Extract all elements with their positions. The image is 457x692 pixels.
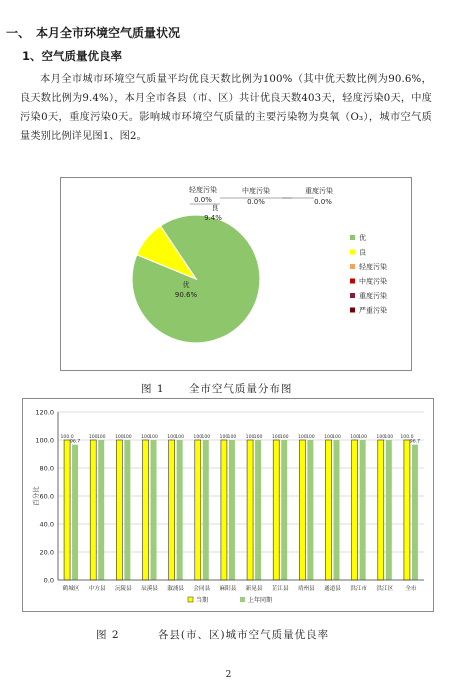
bar-legend-swatch-1 xyxy=(240,597,245,602)
bar-value-label-0-6: 100 xyxy=(219,435,229,440)
bar-value-label-1-5: 100 xyxy=(201,435,211,440)
pie-legend-swatch-3 xyxy=(350,279,355,284)
bar-1-9 xyxy=(307,440,313,580)
bar-1-6 xyxy=(229,440,235,580)
bar-value-label-1-10: 100 xyxy=(332,435,341,440)
bar-0-8 xyxy=(273,440,279,580)
bar-xtick-0: 鹤城区 xyxy=(62,586,80,592)
bar-value-label-1-4: 100 xyxy=(175,435,185,440)
body-paragraph: 本月全市城市环境空气质量平均优良天数比例为100%（其中优天数比例为90.6%，良天数比例为9.4%），本月全市各县（市、区）共计优良天数403天，轻度污染0天，中度污染0天，重度污染0天。影响城市环境空气质量的主要污染物为臭氧（O₃），城市空气质量类别比例详见图1、图2。 xyxy=(20,74,432,142)
bar-1-5 xyxy=(203,440,209,580)
bar-chart xyxy=(22,398,434,612)
bar-xtick-1: 中方县 xyxy=(88,586,106,592)
bar-0-13 xyxy=(404,440,410,580)
bar-value-label-1-11: 100 xyxy=(358,435,368,440)
pie-legend-swatch-4 xyxy=(350,293,355,298)
bar-xtick-5: 会同县 xyxy=(193,586,211,592)
bar-ytick-2: 40.0 xyxy=(39,520,54,529)
bar-1-10 xyxy=(334,440,340,580)
bar-0-4 xyxy=(169,440,175,580)
bar-xtick-12: 洪江区 xyxy=(376,586,394,592)
pie-legend-label-1: 良 xyxy=(359,248,366,257)
bar-value-label-1-0: 96.7 xyxy=(69,439,81,445)
bar-0-11 xyxy=(352,440,358,580)
bar-ylabel: 百分比 xyxy=(32,486,40,506)
bar-chart-frame xyxy=(23,399,434,612)
pie-label-moderate: 中度污染 xyxy=(242,187,270,195)
pie-value-you: 90.6% xyxy=(174,291,198,299)
pie-legend-label-0: 优 xyxy=(359,234,366,242)
bar-ytick-6: 120.0 xyxy=(35,408,54,417)
bar-ytick-1: 20.0 xyxy=(39,548,54,557)
figure2-caption-text: 各县(市、区)城市空气质量优良率 xyxy=(157,629,330,641)
bar-value-label-0-13: 100.0 xyxy=(400,435,414,440)
pie-slices xyxy=(132,215,260,343)
bar-value-label-1-6: 100 xyxy=(227,435,237,440)
bar-1-2 xyxy=(124,440,130,580)
bar-value-label-0-7: 100 xyxy=(245,435,255,440)
bar-xtick-3: 辰溪县 xyxy=(141,586,158,592)
bar-xtick-10: 通道县 xyxy=(324,586,341,592)
pie-label-mild: 轻度污染 xyxy=(189,186,217,194)
bar-xtick-8: 芷江县 xyxy=(271,586,289,592)
bar-value-label-1-8: 100 xyxy=(279,435,289,440)
bar-value-label-0-10: 100 xyxy=(324,435,333,440)
bar-legend-label-1: 上年同期 xyxy=(248,597,273,604)
bar-value-label-1-13: 96.7 xyxy=(409,439,421,445)
bar-value-label-1-2: 100 xyxy=(122,435,132,440)
pie-legend-swatch-5 xyxy=(350,308,355,313)
bar-ytick-0: 0.0 xyxy=(43,576,54,585)
bar-xtick-4: 溆浦县 xyxy=(167,586,185,592)
pie-label-you: 优 xyxy=(182,281,190,289)
bar-1-0 xyxy=(72,445,78,580)
bar-1-4 xyxy=(177,440,183,580)
bar-0-7 xyxy=(247,440,253,580)
bar-0-1 xyxy=(90,440,96,580)
section-number: 一、 xyxy=(6,26,31,40)
section-title: 本月全市环境空气质量状况 xyxy=(36,26,181,40)
bar-value-label-0-3: 100 xyxy=(141,435,150,440)
bar-0-3 xyxy=(143,440,149,580)
pie-value-liang: 9.4% xyxy=(204,214,222,222)
bar-1-1 xyxy=(98,440,104,580)
figure1-caption xyxy=(141,381,292,396)
pie-legend-swatch-0 xyxy=(350,235,355,240)
pie-chart xyxy=(60,177,412,371)
pie-value-mild: 0.0% xyxy=(194,196,212,204)
bar-value-label-1-1: 100 xyxy=(96,435,106,440)
bar-0-5 xyxy=(195,440,201,580)
pie-label-liang: 良 xyxy=(211,204,219,212)
bar-1-3 xyxy=(151,440,157,580)
bar-xtick-7: 新晃县 xyxy=(245,586,263,592)
bar-value-label-1-3: 100 xyxy=(149,435,158,440)
bar-1-8 xyxy=(281,440,287,580)
bar-value-label-0-2: 100 xyxy=(114,435,124,440)
pie-value-heavy: 0.0% xyxy=(314,198,332,206)
bar-xtick-9: 靖州县 xyxy=(297,586,315,592)
pie-legend-label-4: 重度污染 xyxy=(359,292,387,300)
bar-legend-label-0: 当期 xyxy=(196,597,209,604)
bar-0-12 xyxy=(378,440,384,580)
bar-1-12 xyxy=(386,440,392,580)
bar-value-label-1-12: 100 xyxy=(384,435,394,440)
pie-value-moderate: 0.0% xyxy=(247,198,265,206)
pie-legend-label-2: 轻度污染 xyxy=(359,263,387,271)
bar-0-6 xyxy=(221,440,227,580)
bar-value-label-0-0: 100.0 xyxy=(60,435,74,440)
bar-value-label-0-5: 100 xyxy=(193,435,203,440)
bar-xtick-2: 沅陵县 xyxy=(114,586,132,592)
figure2-caption-number: 图 2 xyxy=(96,629,120,641)
bar-value-label-1-9: 100 xyxy=(305,435,315,440)
section-heading xyxy=(6,24,180,41)
pie-legend-label-5: 严重污染 xyxy=(359,306,387,315)
pie-legend-swatch-2 xyxy=(350,264,355,269)
bar-xtick-11: 洪江市 xyxy=(350,586,368,592)
bar-0-9 xyxy=(299,440,305,580)
bar-value-label-0-11: 100 xyxy=(350,435,360,440)
bar-xtick-13: 全市 xyxy=(405,586,417,592)
pie-label-heavy: 重度污染 xyxy=(305,187,333,195)
subsection-heading: 1、空气质量优良率 xyxy=(22,49,123,63)
bar-value-label-0-8: 100 xyxy=(271,435,281,440)
bar-ytick-5: 100.0 xyxy=(35,436,54,445)
bar-value-label-0-4: 100 xyxy=(167,435,177,440)
bar-1-13 xyxy=(412,445,418,580)
bar-ytick-4: 80.0 xyxy=(39,464,54,473)
figure1-caption-text: 全市空气质量分布图 xyxy=(188,383,293,395)
bar-value-label-0-12: 100 xyxy=(376,435,386,440)
figure2-caption xyxy=(96,627,329,642)
pie-legend-swatch-1 xyxy=(350,250,355,255)
bar-legend-swatch-0 xyxy=(188,597,193,602)
page-number: 2 xyxy=(225,670,232,680)
bar-0-0 xyxy=(64,440,70,580)
figure1-caption-number: 图 1 xyxy=(141,383,165,395)
bar-value-label-0-1: 100 xyxy=(88,435,98,440)
bar-ytick-3: 60.0 xyxy=(39,492,54,501)
bar-0-2 xyxy=(116,440,122,580)
bar-value-label-1-7: 100 xyxy=(253,435,263,440)
pie-legend-label-3: 中度污染 xyxy=(359,277,387,286)
bar-1-11 xyxy=(360,440,366,580)
bar-xtick-6: 麻阳县 xyxy=(219,586,237,592)
bar-0-10 xyxy=(326,440,332,580)
bar-value-label-0-9: 100 xyxy=(297,435,307,440)
bar-1-7 xyxy=(255,440,261,580)
